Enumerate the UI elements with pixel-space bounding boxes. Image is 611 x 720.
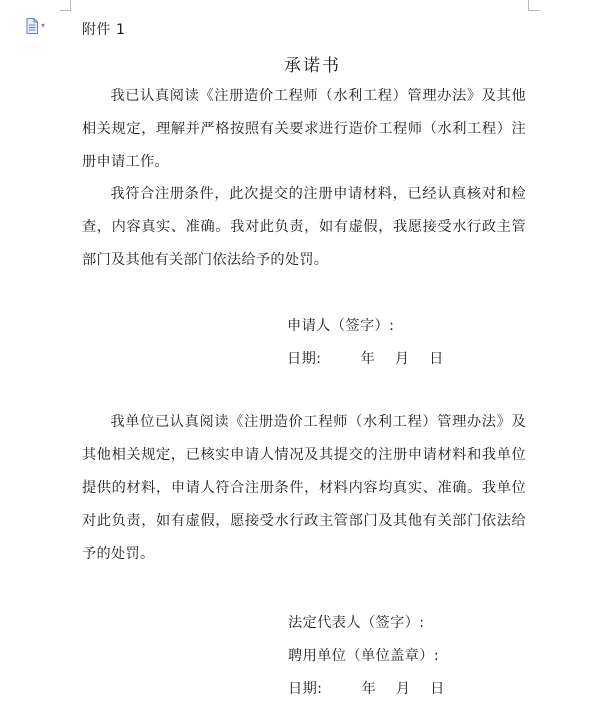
applicant-paragraph-2-text: 我符合注册条件，此次提交的注册申请材料，已经认真核对和检查，内容真实、准确。我对此负责，如有虚假，我愿接受水行政主管部门及其他有关部门依法给予的处罚。 xyxy=(82,186,526,268)
employer-paragraph-text: 我单位已认真阅读《注册造价工程师（水利工程）管理办法》及其他相关规定，已核实申请人情况及其提交的注册申请材料和我单位提供的材料，申请人符合注册条件，材料内容均真实、准确。我单位对此负责，如有虚假，愿接受水行政主管部门及其他有关部门依法给予的处罚。 xyxy=(82,414,526,562)
employer-seal-label: 聘用单位（单位盖章）: xyxy=(288,648,440,664)
chevron-down-icon: ▾ xyxy=(41,21,46,30)
legal-representative-label: 法定代表人（签字）: xyxy=(288,615,425,631)
employer-date-line: 日期: 年 月 日 xyxy=(288,681,445,697)
crop-mark-top-right xyxy=(528,0,539,11)
attachment-label: 附件 1 xyxy=(82,22,126,38)
applicant-paragraph-1 xyxy=(82,80,526,179)
applicant-signature-label: 申请人（签字）: xyxy=(287,318,395,334)
file-icon xyxy=(26,18,38,34)
document-menu[interactable] xyxy=(26,18,45,34)
employer-paragraph xyxy=(82,406,526,571)
applicant-date-line: 日期: 年 月 日 xyxy=(287,351,444,367)
applicant-paragraph-2 xyxy=(82,178,526,277)
document-title: 承诺书 xyxy=(284,56,341,76)
crop-mark-top-left xyxy=(60,0,71,11)
applicant-paragraph-1-text: 我已认真阅读《注册造价工程师（水利工程）管理办法》及其他相关规定，理解并严格按照有关要求进行造价工程师（水利工程）注册申请工作。 xyxy=(82,88,526,170)
